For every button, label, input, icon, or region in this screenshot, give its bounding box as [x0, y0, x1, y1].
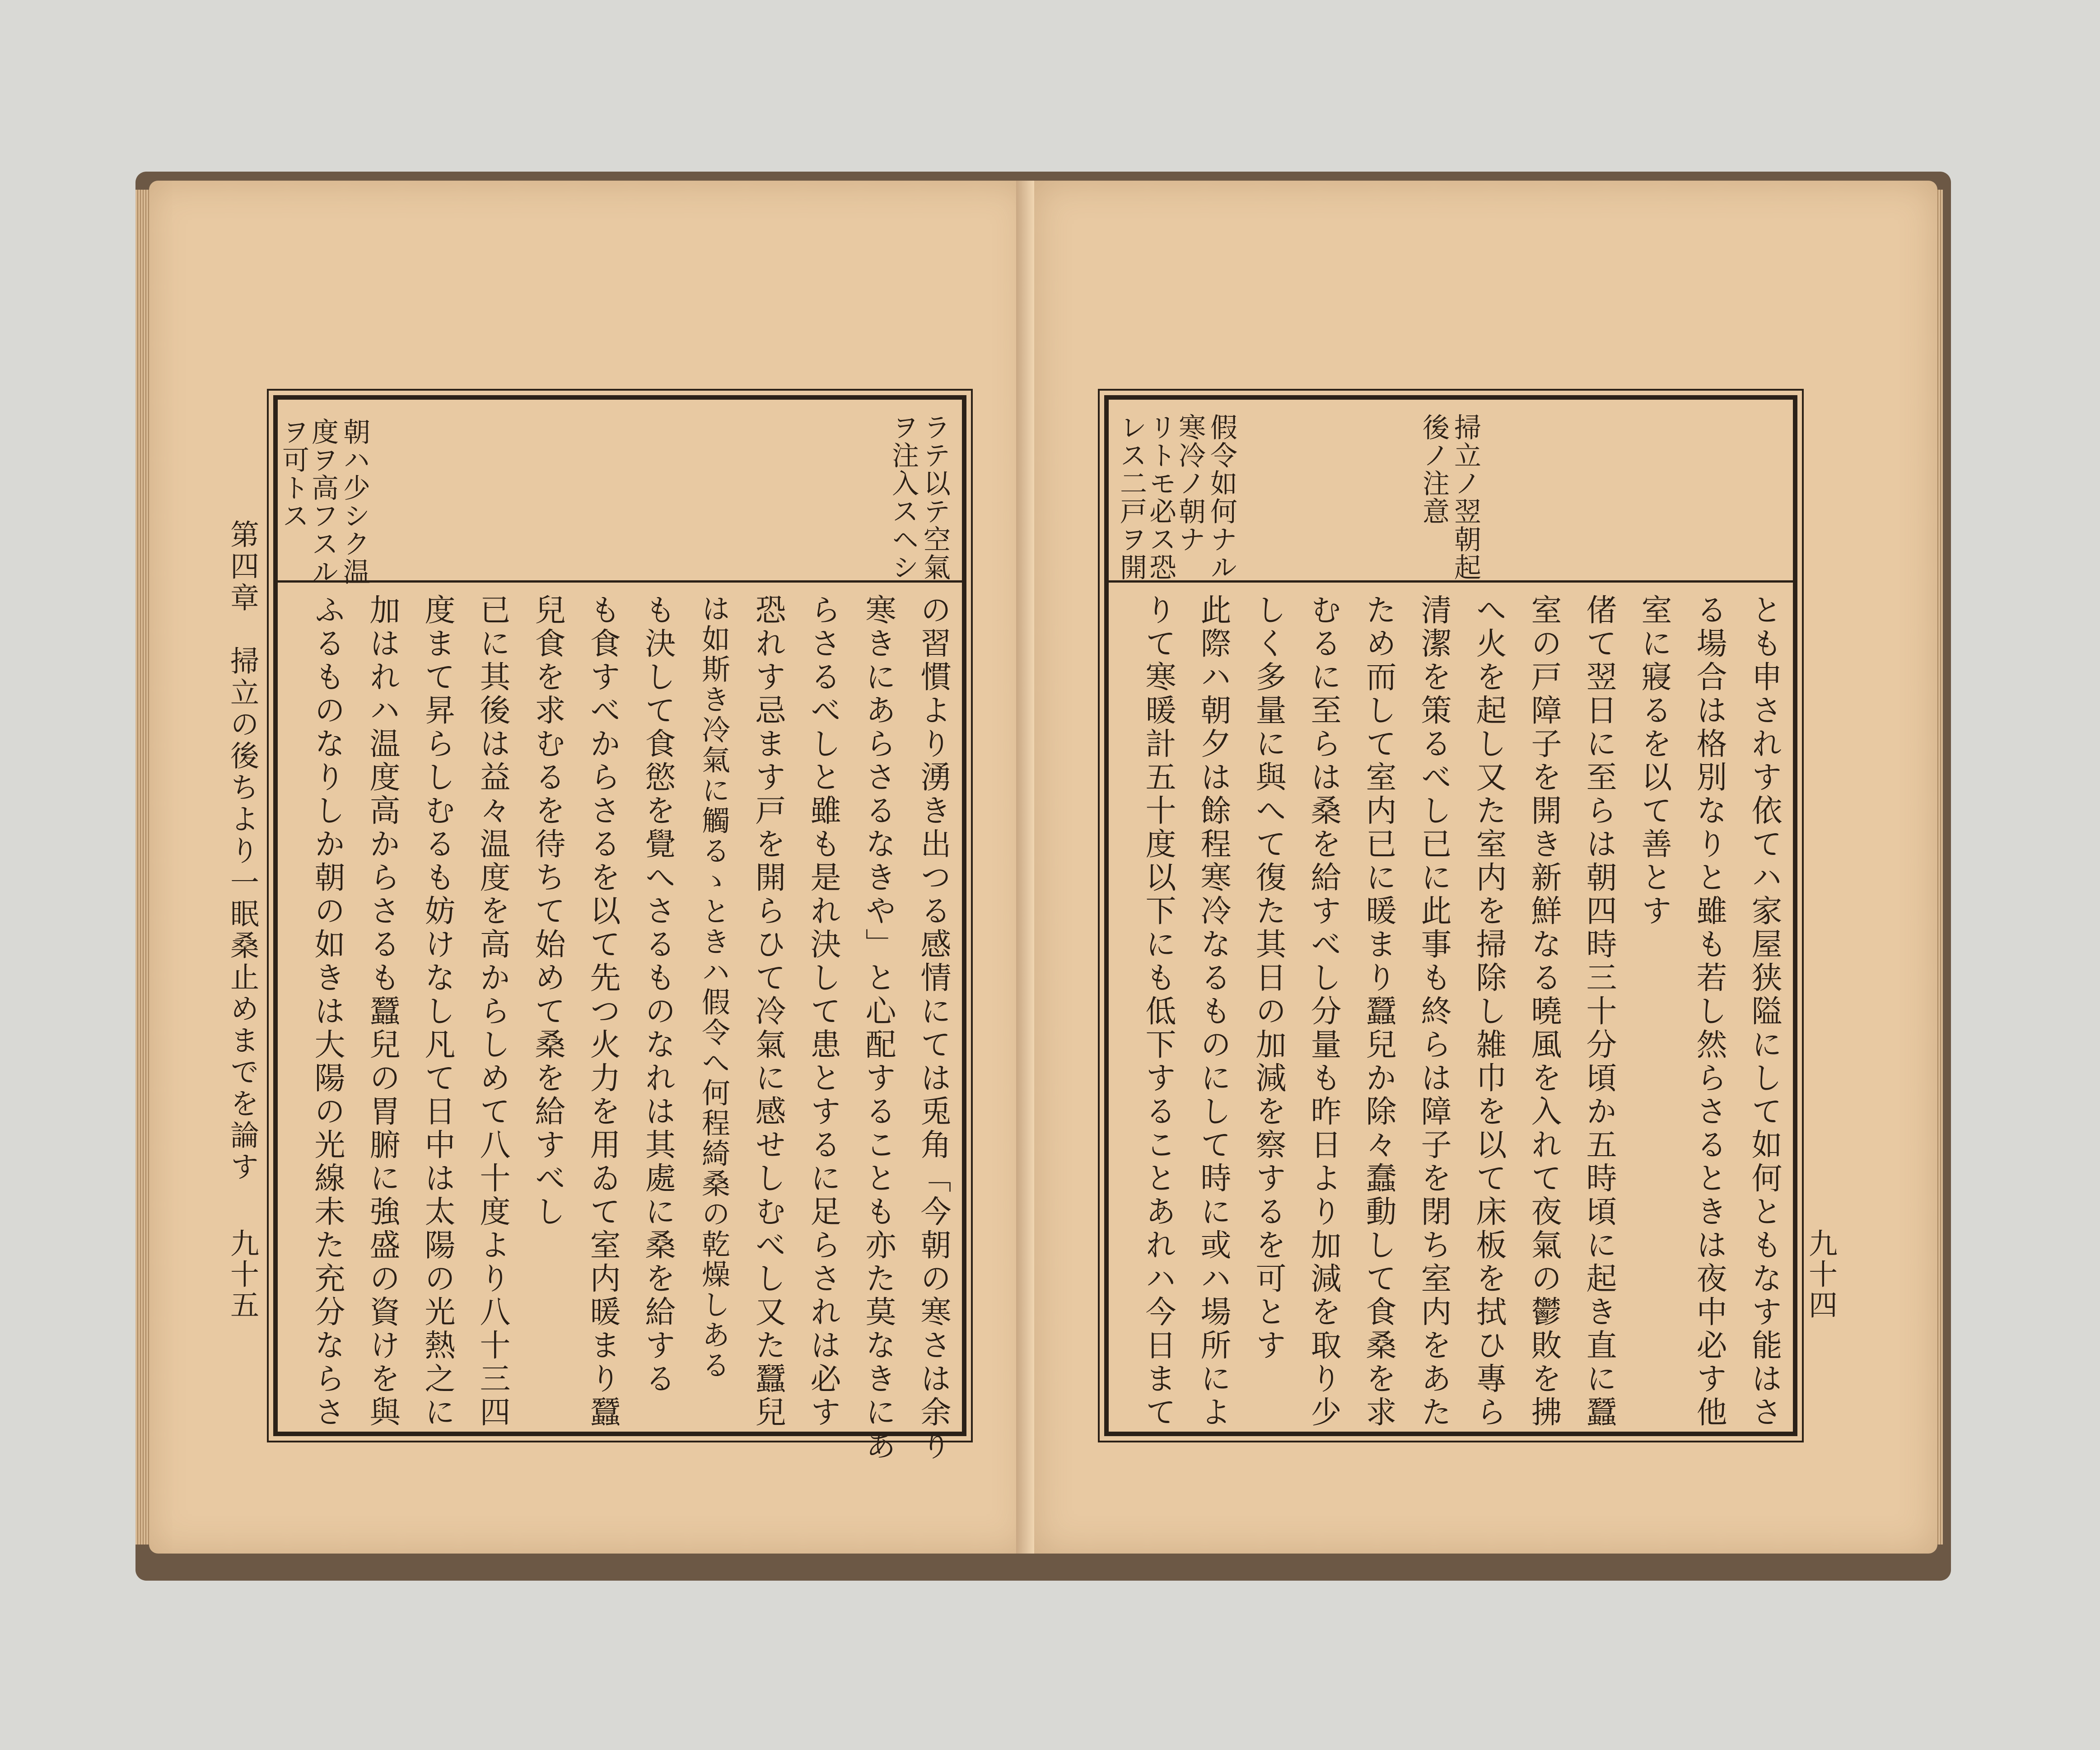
right-column-1: とも申されす依てハ家屋狭隘にして如何ともなす能はさ	[1746, 594, 1782, 1429]
right-column-9: むるに至らは桑を給すべし分量も昨日より加減を取り少	[1306, 594, 1341, 1429]
left-note-b2: 度ヲ高フスル	[307, 418, 339, 586]
left-column-1: の習慣より湧き出つる感情にては兎角「今朝の寒さは余り	[915, 594, 951, 1463]
right-column-5: 室の戸障子を開き新鮮なる曉風を入れて夜氣の鬱敗を拂	[1526, 594, 1562, 1429]
right-column-10: しく多量に與へて復た其日の加減を察するを可とす	[1251, 594, 1286, 1363]
right-note-b2: 寒冷ノ朝ナ	[1174, 413, 1206, 553]
right-note-b3: リトモ必ス恐	[1145, 413, 1176, 581]
right-column-7: 清潔を策るべし已に此事も終らは障子を閉ち室内をあた	[1416, 594, 1451, 1429]
right-page-number: 九十四	[1804, 1228, 1837, 1321]
left-column-9: 已に其後は益々温度を高からしめて八十度より八十三四	[475, 594, 510, 1429]
left-column-12: ふるものなりしか朝の如きは大陽の光線未た充分ならさ	[309, 594, 345, 1429]
right-text-frame	[1104, 395, 1797, 1436]
right-column-4: 偖て翌日に至らは朝四時三十分頃か五時頃に起き直に蠶	[1581, 594, 1617, 1429]
left-column-10: 度まて昇らしむるも妨けなし凡て日中は太陽の光熱之に	[420, 594, 455, 1429]
left-column-3: らさるべしと雖も是れ決して患とするに足らされは必す	[805, 594, 841, 1429]
left-text-frame	[273, 395, 966, 1463]
right-note-a2: 後ノ注意	[1418, 413, 1450, 525]
left-column-2: 寒きにあらさるなきや」と心配することも亦た莫なきにあ	[860, 594, 896, 1463]
left-note-a1: ラテ以テ空氣	[919, 413, 951, 581]
left-column-4: 恐れす忌ます戸を開らひて冷氣に感せしむべし又た蠶兒	[750, 594, 786, 1429]
right-note-b4: レス二戸ヲ開	[1115, 413, 1147, 581]
left-column-8: 兒食を求むるを待ちて始めて桑を給すべし	[530, 594, 565, 1229]
left-header-divider	[278, 580, 962, 583]
right-column-2: る場合は格別なりと雖も若し然らさるときは夜中必す他	[1691, 594, 1727, 1429]
left-column-7: も食すべからさるを以て先つ火力を用ゐて室内暖まり蠶	[585, 594, 621, 1429]
right-column-3: 室に寢るを以て善とす	[1636, 594, 1672, 928]
left-column-11: 加はれハ温度高からさるも蠶兒の胃腑に強盛の資けを與	[364, 594, 400, 1429]
left-note-a2: ヲ注入スヘシ	[887, 413, 919, 581]
left-page-number: 九十五	[225, 1228, 259, 1321]
right-column-11: 此際ハ朝夕は餘程寒冷なるものにして時に或ハ場所によ	[1195, 594, 1231, 1429]
running-head: 第四章 掃立の後ちより一眠桑止めまでを論す	[225, 519, 259, 1183]
right-note-b1: 假令如何ナル	[1206, 413, 1237, 581]
right-column-12: りて寒暖計五十度以下にも低下することあれハ今日まて	[1140, 594, 1176, 1429]
right-column-8: ため而して室内已に暖まり蠶兒か除々蠢動して食桑を求	[1361, 594, 1396, 1429]
left-column-6: も決して食慾を覺へさるものなれは其處に桑を給する	[640, 594, 676, 1396]
left-column-5: は如斯き冷氣に觸るゝときハ假令へ何程綺桑の乾燥しある	[697, 594, 730, 1381]
left-note-b1: 朝ハ少シク温	[339, 418, 370, 586]
left-note-b3: ヲ可トス	[278, 418, 309, 530]
right-note-a1: 掃立ノ翌朝起	[1450, 413, 1481, 581]
right-column-6: へ火を起し又た室内を掃除し雑巾を以て床板を拭ひ專ら	[1471, 594, 1507, 1429]
